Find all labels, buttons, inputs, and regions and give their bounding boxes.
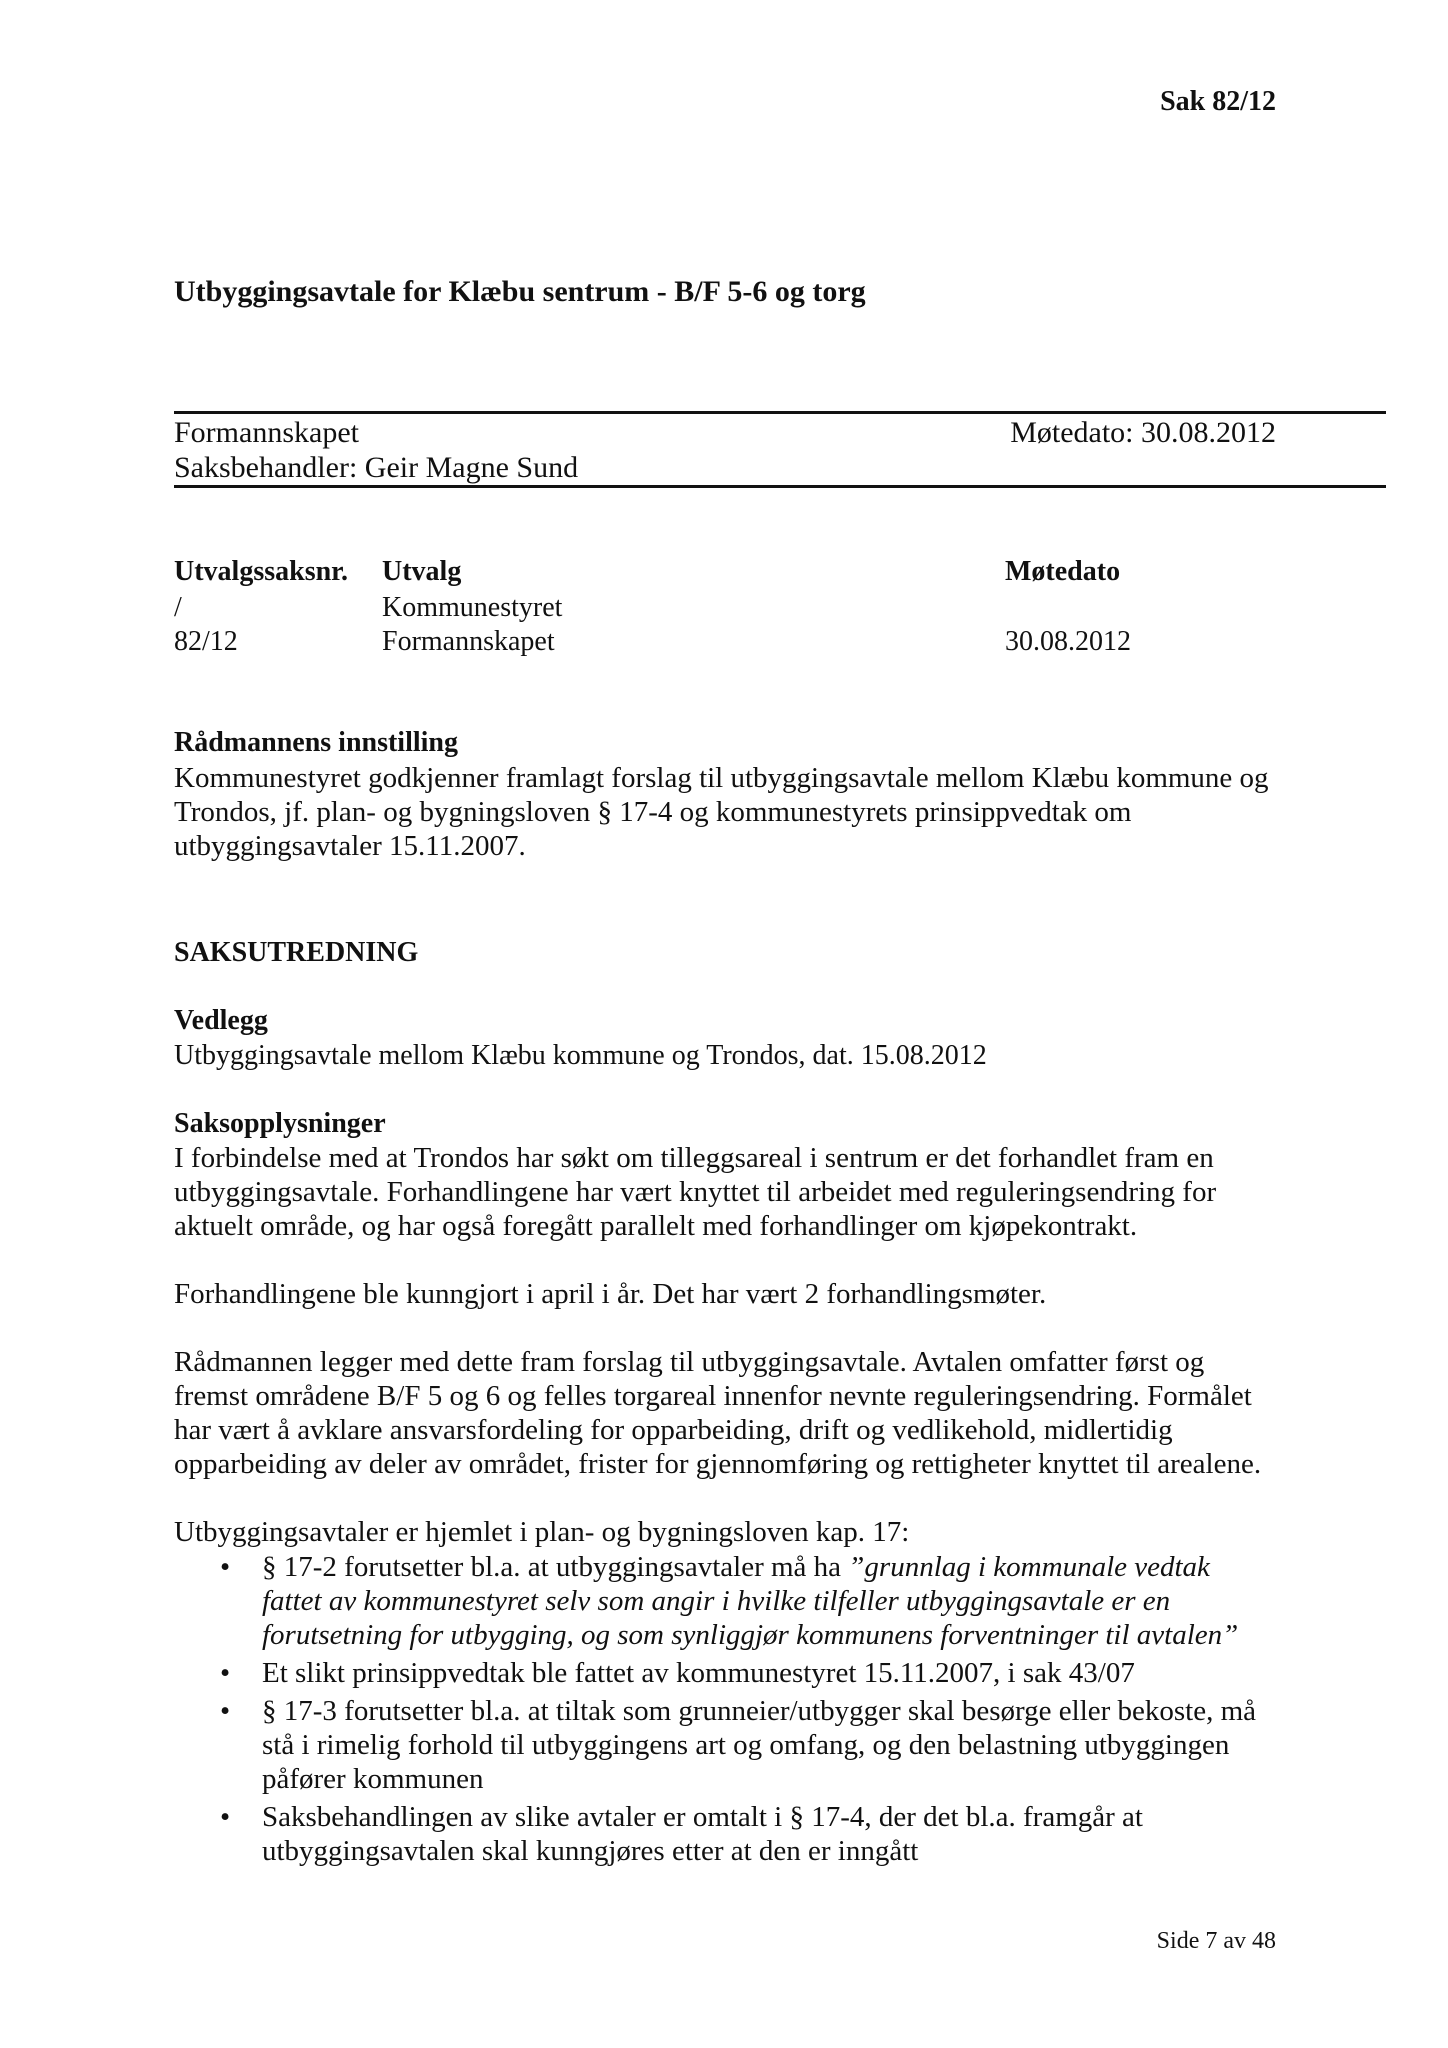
list-item [174,1800,1324,1868]
page-number: Side 7 av 48 [1156,1928,1276,1954]
case-info-paragraph-1 [174,1141,1314,1243]
table-cell: Formannskapet [382,626,555,657]
table-cell: 30.08.2012 [1005,626,1131,657]
bottom-divider [174,485,1386,488]
text-line: opparbeiding av deler av området, frister for gjennomføring og rettigheter knyttet til arealene. [174,1448,1262,1480]
bullet-icon: • [220,1801,231,1833]
list-item [174,1550,1324,1652]
text-line: har vært å avklare ansvarsfordeling for opparbeiding, drift og vedlikehold, midlertidig [174,1414,1173,1446]
text-line: Utbyggingsavtaler er hjemlet i plan- og bygningsloven kap. 17: [174,1516,910,1548]
text-line: utbyggingsavtalen skal kunngjøres etter at den er inngått [262,1835,919,1867]
text-line: Kommunestyret godkjenner framlagt forslag til utbyggingsavtale mellom Klæbu kommune og [174,762,1269,794]
text-line: stå i rimelig forhold til utbyggingens art og omfang, og den belastning utbyggingen [262,1729,1230,1761]
col-header-meeting-date: Møtedato [1005,556,1121,587]
text-line: I forbindelse med at Trondos har søkt om tilleggsareal i sentrum er det forhandlet fram en [174,1142,1214,1174]
top-divider [174,411,1386,414]
text-line: utbyggingsavtaler 15.11.2007. [174,830,526,862]
case-info-paragraph-4 [174,1515,1314,1549]
text-line: Rådmannen legger med dette fram forslag til utbyggingsavtale. Avtalen omfatter først og [174,1346,1205,1378]
meta-case-officer: Saksbehandler: Geir Magne Sund [174,451,579,484]
text-line: aktuelt område, og har også foregått parallelt med forhandlinger om kjøpekontrakt. [174,1210,1138,1242]
text-line: Et slikt prinsippvedtak ble fattet av kommunestyret 15.11.2007, i sak 43/07 [262,1657,1135,1689]
recommendation-text [174,761,1314,863]
section-heading-saksutredning: SAKSUTREDNING [174,937,419,968]
table-cell: 82/12 [174,626,238,657]
text-line: Saksbehandlingen av slike avtaler er omtalt i § 17-4, der det bl.a. framgår at [262,1801,1143,1833]
quote-text: fattet av kommunestyret selv som angir i hvilke tilfeller utbyggingsavtale er en [262,1585,1171,1617]
text-line: Forhandlingene ble kunngjort i april i år. Det har vært 2 forhandlingsmøter. [174,1278,1047,1310]
document-title: Utbyggingsavtale for Klæbu sentrum - B/F 5-6 og torg [174,275,866,308]
case-info-paragraph-3 [174,1345,1314,1481]
col-header-case-number: Utvalgssaksnr. [174,556,349,587]
meta-body: Formannskapet [174,416,359,449]
text-line: fremst områdene B/F 5 og 6 og felles torgareal innenfor nevnte reguleringsendring. Formålet [174,1380,1252,1412]
case-info-paragraph-2 [174,1277,1314,1311]
bullet-icon: • [220,1695,231,1727]
list-item [174,1656,1324,1690]
list-item [174,1694,1324,1796]
text-line: Trondos, jf. plan- og bygningsloven § 17-4 og kommunestyrets prinsippvedtak om [174,796,1132,828]
bullet-icon: • [220,1657,231,1689]
attachments-text: Utbyggingsavtale mellom Klæbu kommune og Trondos, dat. 15.08.2012 [174,1040,987,1071]
quote-text: forutsetning for utbygging, og som synliggjør kommunens forventninger til avtalen” [262,1619,1239,1651]
table-cell: / [174,592,182,623]
legal-basis-list [174,1550,1324,1872]
text-line: utbyggingsavtale. Forhandlingene har vært knyttet til arbeidet med reguleringsendring for [174,1176,1217,1208]
quote-text: ”grunnlag i kommunale vedtak [848,1551,1210,1583]
table-cell: Kommunestyret [382,592,563,623]
case-info-heading: Saksopplysninger [174,1108,386,1139]
case-reference: Sak 82/12 [1160,86,1276,117]
col-header-committee: Utvalg [382,556,462,587]
attachments-heading: Vedlegg [174,1005,268,1036]
bullet-icon: • [220,1551,231,1583]
recommendation-heading: Rådmannens innstilling [174,727,458,758]
text-line: § 17-3 forutsetter bl.a. at tiltak som grunneier/utbygger skal besørge eller bekoste, må [262,1695,1257,1727]
meta-meeting-date: Møtedato: 30.08.2012 [1010,416,1276,449]
text-line: påfører kommunen [262,1763,484,1795]
text-span: § 17-2 forutsetter bl.a. at utbyggingsavtaler må ha [262,1551,849,1583]
